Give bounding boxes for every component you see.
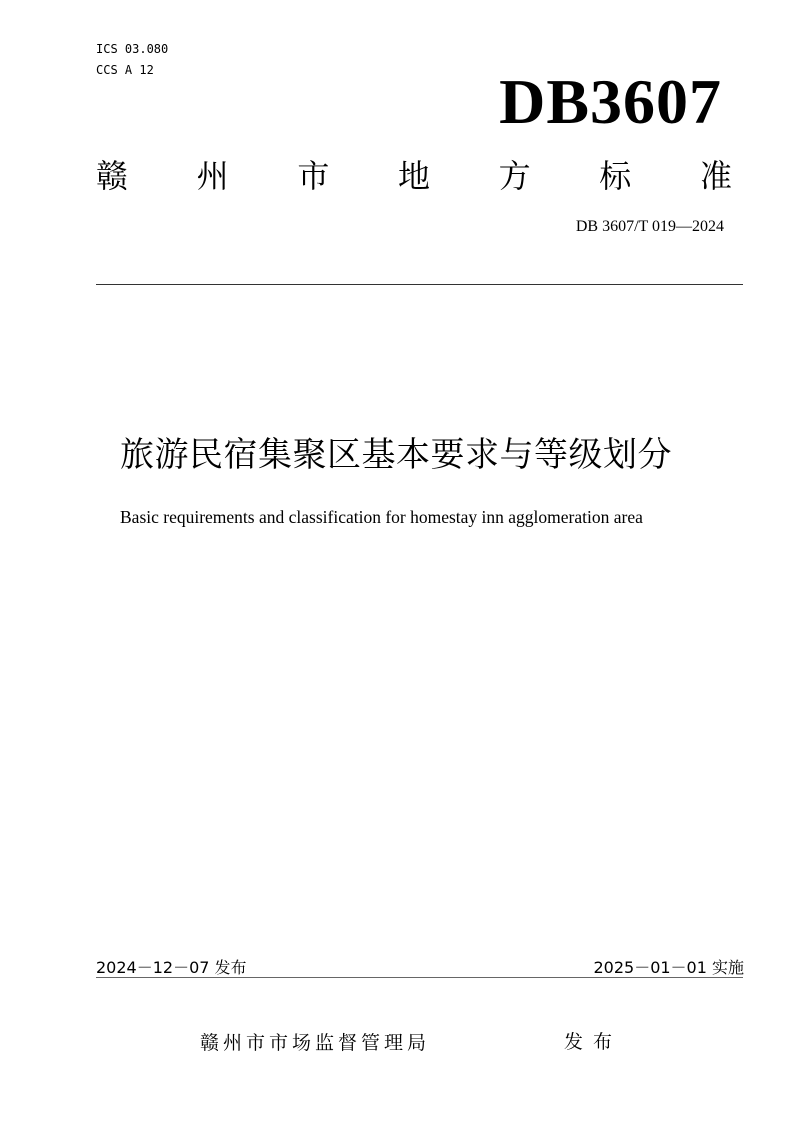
- db-code-heading: DB3607: [499, 66, 722, 137]
- standard-type-heading: [96, 156, 732, 196]
- ccs-code: CCS A 12: [96, 63, 154, 77]
- standard-type-char: 地: [397, 157, 430, 195]
- bottom-divider: [96, 977, 743, 978]
- standard-type-char: 准: [699, 157, 732, 195]
- issue-date: 2024－12－07 发布: [96, 958, 247, 977]
- title-english: Basic requirements and classification for homestay inn agglomeration area: [120, 507, 643, 527]
- top-divider: [96, 284, 743, 285]
- title-chinese: 旅游民宿集聚区基本要求与等级划分: [120, 435, 672, 475]
- standard-type-char: 州: [196, 157, 229, 195]
- standard-number: DB 3607/T 019—2024: [575, 218, 724, 235]
- standard-type-char: 赣: [96, 157, 129, 195]
- implementation-date: 2025－01－01 实施: [593, 958, 744, 977]
- standard-type-char: 标: [599, 157, 632, 195]
- publisher-name: 赣州市市场监督管理局: [200, 1032, 431, 1054]
- ics-code: ICS 03.080: [96, 42, 169, 56]
- standard-type-char: 市: [297, 157, 330, 195]
- publish-label: 发布: [564, 1031, 623, 1053]
- standard-type-char: 方: [498, 157, 531, 195]
